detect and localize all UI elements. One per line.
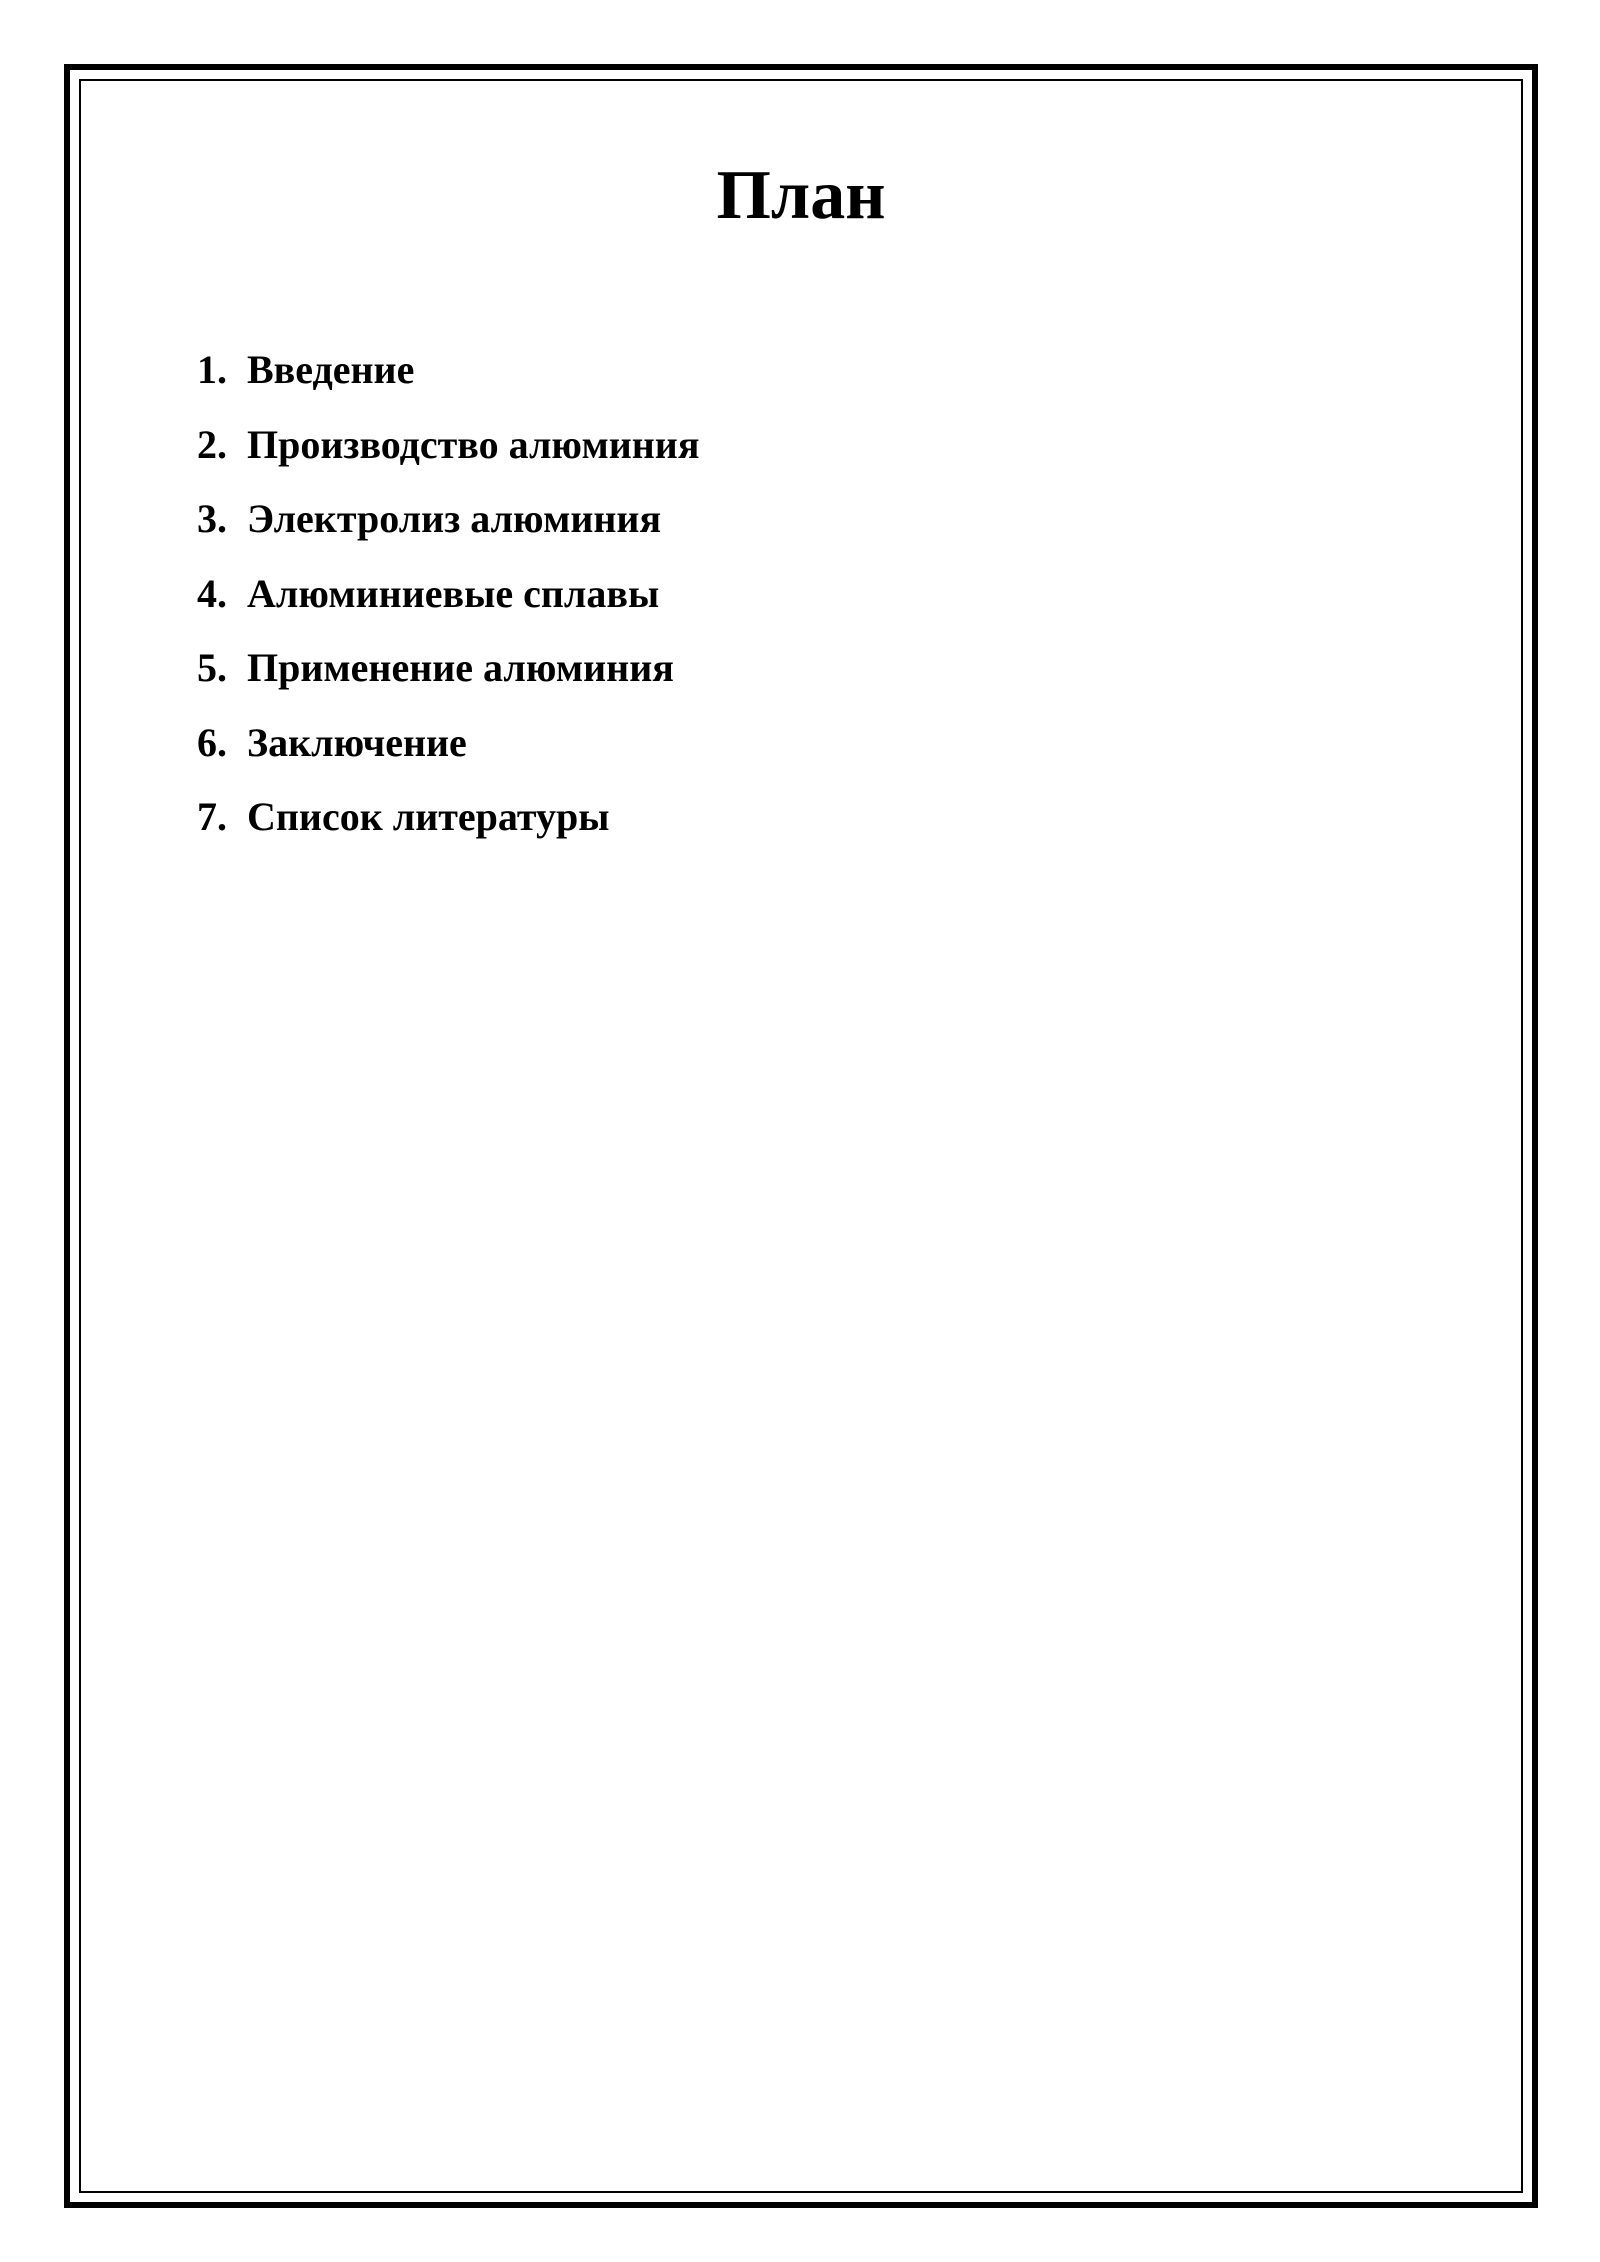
toc-item-number: 1.	[197, 347, 227, 392]
table-of-contents	[197, 333, 699, 855]
toc-item-text: Заключение	[247, 719, 467, 765]
toc-item	[197, 408, 699, 483]
toc-item	[197, 557, 699, 632]
toc-item-number: 5.	[197, 645, 227, 690]
toc-item-number: 3.	[197, 496, 227, 541]
toc-item	[197, 706, 699, 781]
toc-item	[197, 631, 699, 706]
page-border-outer	[64, 64, 1538, 2208]
page-border-inner	[79, 79, 1523, 2193]
toc-item-text: Алюминиевые сплавы	[247, 570, 660, 616]
toc-item-text: Электролиз алюминия	[247, 496, 662, 541]
toc-item	[197, 482, 699, 557]
toc-item	[197, 780, 699, 855]
toc-item-number: 7.	[197, 794, 227, 839]
toc-item-number: 4.	[197, 570, 227, 616]
toc-item-text: Производство алюминия	[247, 421, 700, 467]
toc-item-number: 6.	[197, 719, 227, 765]
toc-item	[197, 333, 699, 408]
toc-item-text: Список литературы	[247, 794, 610, 839]
toc-item-number: 2.	[197, 421, 227, 467]
page-title: План	[716, 157, 886, 234]
toc-item-text: Введение	[247, 347, 415, 392]
toc-item-text: Применение алюминия	[247, 645, 674, 690]
